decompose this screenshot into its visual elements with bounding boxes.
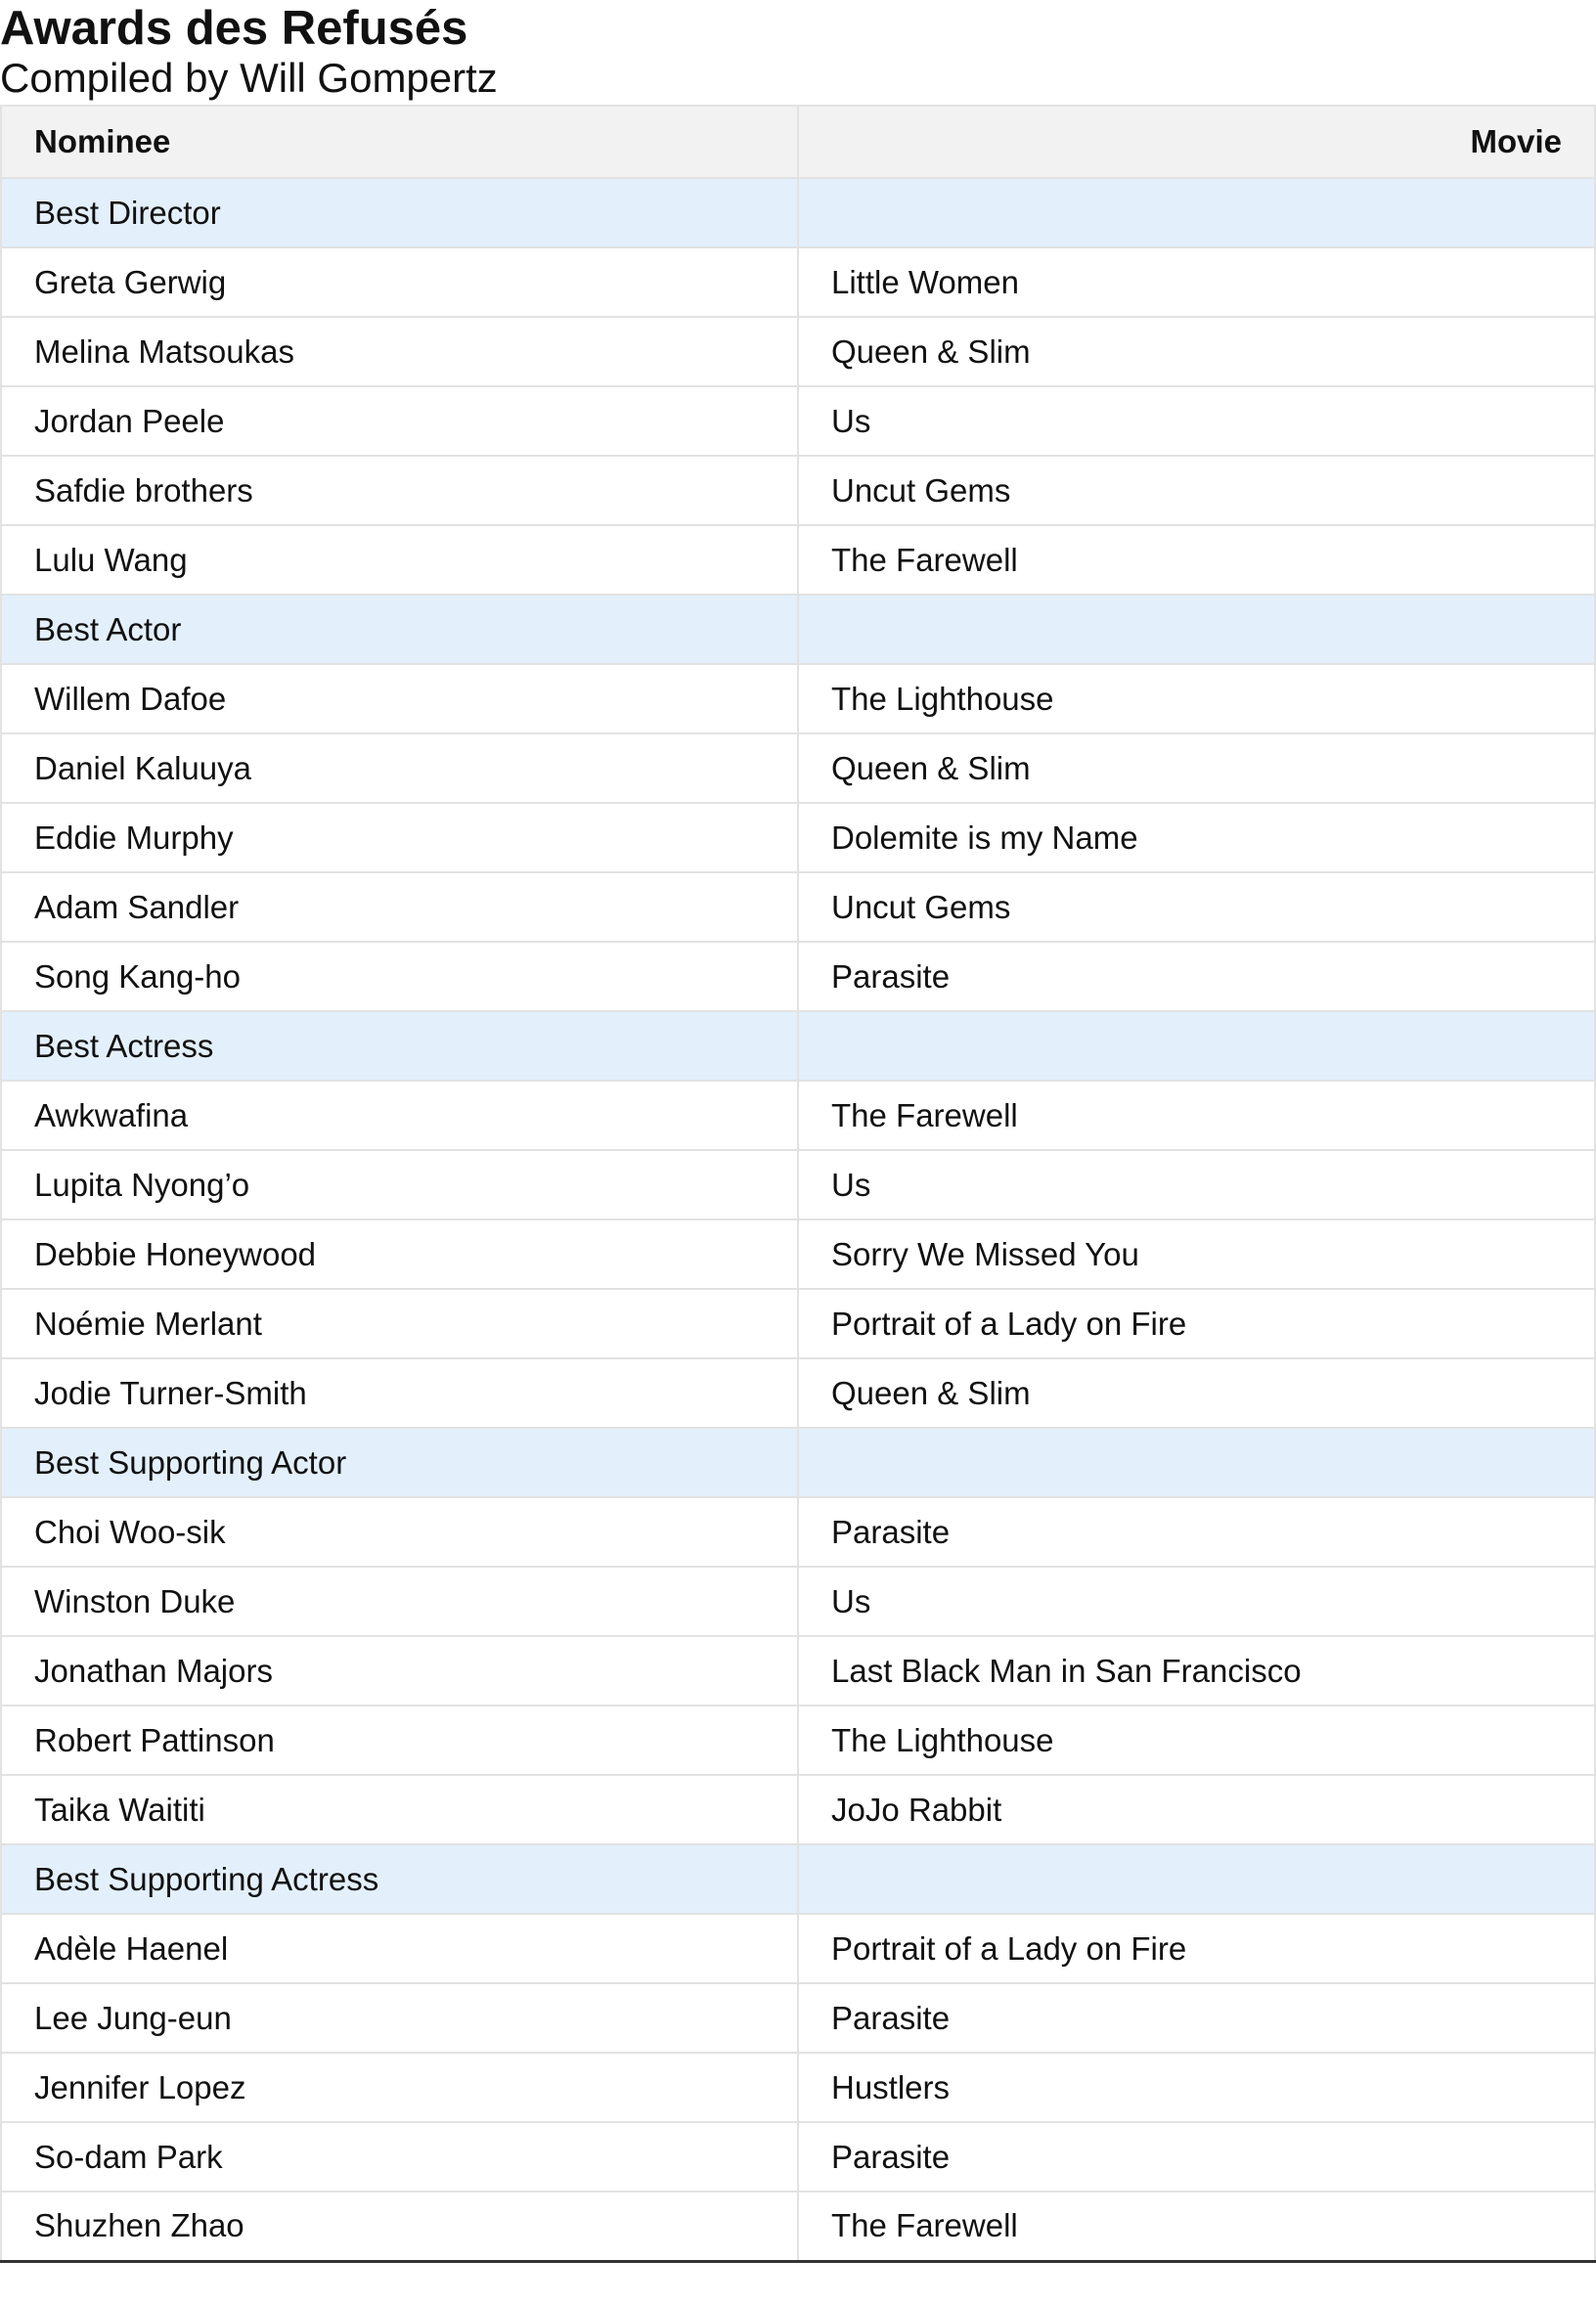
- movie-cell: Parasite: [798, 1983, 1595, 2053]
- nominee-cell: Adam Sandler: [1, 872, 798, 942]
- movie-cell: Sorry We Missed You: [798, 1219, 1595, 1289]
- table-row: [1, 1636, 1595, 1706]
- category-row: [1, 1844, 1595, 1914]
- movie-cell: The Lighthouse: [798, 664, 1595, 733]
- table-row: [1, 1358, 1595, 1428]
- movie-cell: Hustlers: [798, 2053, 1595, 2122]
- table-row: [1, 1914, 1595, 1983]
- movie-cell: Little Women: [798, 247, 1595, 317]
- table-row: [1, 733, 1595, 803]
- movie-cell: Us: [798, 1150, 1595, 1219]
- header-row: [1, 106, 1595, 178]
- category-row: [1, 178, 1595, 247]
- table-row: [1, 1289, 1595, 1358]
- category-row: [1, 1011, 1595, 1081]
- movie-cell: The Farewell: [798, 1081, 1595, 1150]
- movie-cell: Parasite: [798, 2122, 1595, 2192]
- table-row: [1, 317, 1595, 386]
- nominee-cell: Song Kang-ho: [1, 942, 798, 1011]
- column-header-nominee: Nominee: [1, 106, 798, 178]
- movie-cell: The Farewell: [798, 525, 1595, 595]
- table-body: [1, 178, 1595, 2261]
- nominee-cell: Willem Dafoe: [1, 664, 798, 733]
- awards-table-container: [0, 105, 1594, 2263]
- movie-cell: The Farewell: [798, 2192, 1595, 2261]
- category-empty-cell: [798, 1428, 1595, 1497]
- movie-cell: Last Black Man in San Francisco: [798, 1636, 1595, 1706]
- nominee-cell: Jodie Turner-Smith: [1, 1358, 798, 1428]
- table-row: [1, 664, 1595, 733]
- table-row: [1, 803, 1595, 872]
- nominee-cell: Adèle Haenel: [1, 1914, 798, 1983]
- table-row: [1, 872, 1595, 942]
- table-row: [1, 2053, 1595, 2122]
- nominee-cell: Lupita Nyong’o: [1, 1150, 798, 1219]
- nominee-cell: Melina Matsoukas: [1, 317, 798, 386]
- nominee-cell: Shuzhen Zhao: [1, 2192, 798, 2261]
- nominee-cell: Daniel Kaluuya: [1, 733, 798, 803]
- nominee-cell: Jennifer Lopez: [1, 2053, 798, 2122]
- category-label: Best Supporting Actor: [1, 1428, 798, 1497]
- page-title: Awards des Refusés: [0, 2, 468, 55]
- table-row: [1, 456, 1595, 525]
- movie-cell: JoJo Rabbit: [798, 1775, 1595, 1844]
- column-header-movie: Movie: [798, 106, 1595, 178]
- nominee-cell: Lee Jung-eun: [1, 1983, 798, 2053]
- table-row: [1, 1081, 1595, 1150]
- category-row: [1, 1428, 1595, 1497]
- category-empty-cell: [798, 1844, 1595, 1914]
- table-row: [1, 1567, 1595, 1636]
- category-empty-cell: [798, 595, 1595, 664]
- table-row: [1, 386, 1595, 456]
- movie-cell: Queen & Slim: [798, 317, 1595, 386]
- movie-cell: The Lighthouse: [798, 1706, 1595, 1775]
- nominee-cell: So-dam Park: [1, 2122, 798, 2192]
- page-subtitle: Compiled by Will Gompertz: [0, 55, 498, 101]
- table-row: [1, 1497, 1595, 1567]
- nominee-cell: Noémie Merlant: [1, 1289, 798, 1358]
- table-row: [1, 942, 1595, 1011]
- table-row: [1, 2192, 1595, 2261]
- table-row: [1, 1219, 1595, 1289]
- nominee-cell: Greta Gerwig: [1, 247, 798, 317]
- movie-cell: Uncut Gems: [798, 872, 1595, 942]
- awards-table: [0, 105, 1596, 2263]
- nominee-cell: Winston Duke: [1, 1567, 798, 1636]
- movie-cell: Dolemite is my Name: [798, 803, 1595, 872]
- movie-cell: Us: [798, 386, 1595, 456]
- movie-cell: Queen & Slim: [798, 1358, 1595, 1428]
- table-row: [1, 525, 1595, 595]
- nominee-cell: Taika Waititi: [1, 1775, 798, 1844]
- table-row: [1, 1983, 1595, 2053]
- table-header: [1, 106, 1595, 178]
- movie-cell: Us: [798, 1567, 1595, 1636]
- table-row: [1, 1775, 1595, 1844]
- category-label: Best Director: [1, 178, 798, 247]
- movie-cell: Uncut Gems: [798, 456, 1595, 525]
- nominee-cell: Jonathan Majors: [1, 1636, 798, 1706]
- movie-cell: Portrait of a Lady on Fire: [798, 1914, 1595, 1983]
- movie-cell: Portrait of a Lady on Fire: [798, 1289, 1595, 1358]
- nominee-cell: Awkwafina: [1, 1081, 798, 1150]
- nominee-cell: Jordan Peele: [1, 386, 798, 456]
- category-row: [1, 595, 1595, 664]
- nominee-cell: Eddie Murphy: [1, 803, 798, 872]
- movie-cell: Parasite: [798, 1497, 1595, 1567]
- table-row: [1, 247, 1595, 317]
- table-row: [1, 1706, 1595, 1775]
- nominee-cell: Safdie brothers: [1, 456, 798, 525]
- category-empty-cell: [798, 178, 1595, 247]
- nominee-cell: Lulu Wang: [1, 525, 798, 595]
- category-empty-cell: [798, 1011, 1595, 1081]
- category-label: Best Supporting Actress: [1, 1844, 798, 1914]
- table-row: [1, 2122, 1595, 2192]
- movie-cell: Queen & Slim: [798, 733, 1595, 803]
- movie-cell: Parasite: [798, 942, 1595, 1011]
- table-row: [1, 1150, 1595, 1219]
- nominee-cell: Robert Pattinson: [1, 1706, 798, 1775]
- category-label: Best Actress: [1, 1011, 798, 1081]
- nominee-cell: Debbie Honeywood: [1, 1219, 798, 1289]
- category-label: Best Actor: [1, 595, 798, 664]
- nominee-cell: Choi Woo-sik: [1, 1497, 798, 1567]
